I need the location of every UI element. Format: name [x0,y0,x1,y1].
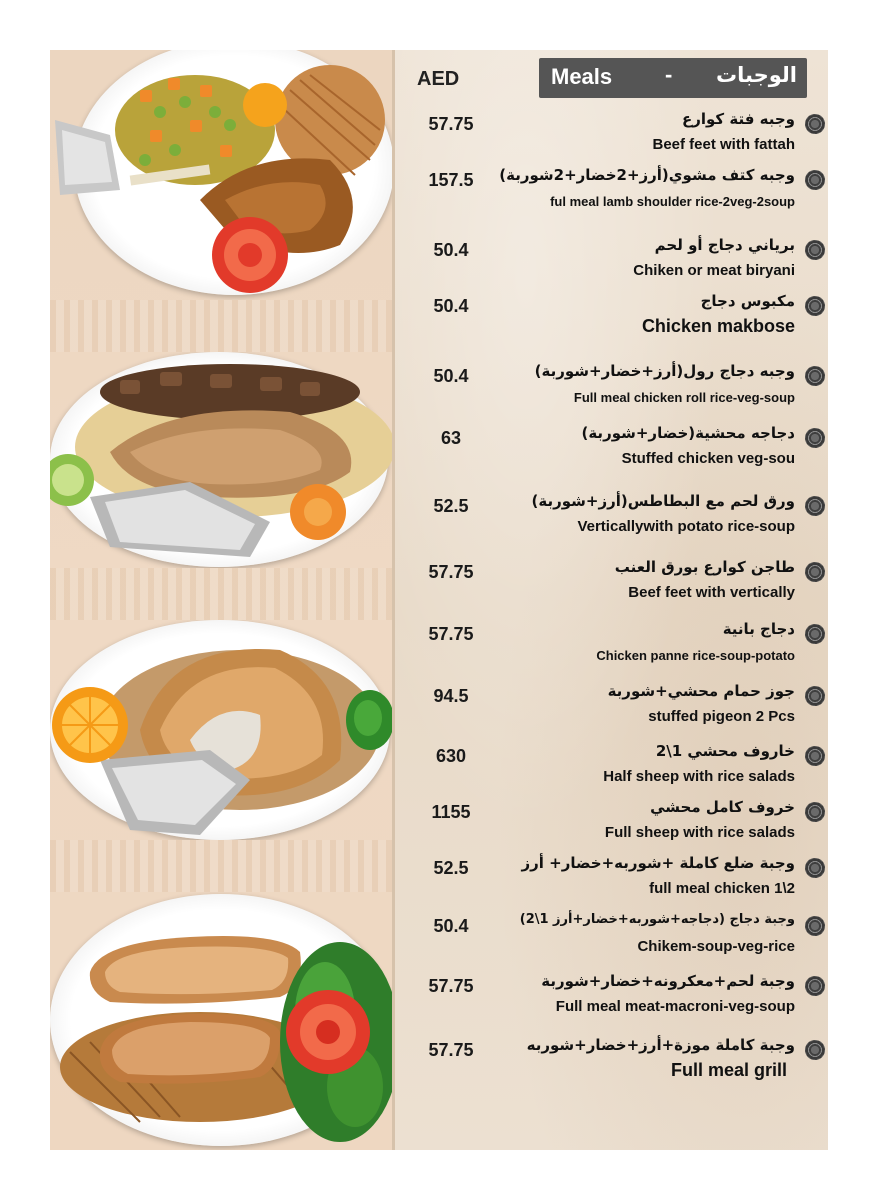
menu-header [539,58,807,98]
item-price: 63 [440,428,462,448]
item-price: 57.75 [428,114,474,134]
item-price: 52.5 [433,858,469,878]
item-name-arabic: برياني دجاج أو لحم [654,236,795,254]
photo-divider-band [50,300,392,352]
header-separator: - [665,62,673,87]
item-name-english: Chicken panne rice-soup-potato [596,648,795,663]
item-name-arabic: خروف كامل محشي [650,798,795,816]
bullet-icon [805,170,825,190]
bullet-icon [805,114,825,134]
item-name-arabic: وجبة لحم+معكرونه+خضار+شوربة [541,972,795,990]
item-price: 57.75 [428,1040,474,1060]
item-name-arabic: وجبة دجاج (دجاجه+شوربه+خضار+أرز 1\2) [519,912,795,927]
item-name-english: Beef feet with fattah [652,136,795,153]
menu-column [392,50,828,1150]
bullet-icon [805,746,825,766]
item-name-english: stuffed pigeon 2 Pcs [648,708,795,725]
item-name-arabic: دجاج بانية [722,620,795,638]
item-name-arabic: وجبه دجاج رول(أرز+خضار+شوربة) [534,362,795,380]
menu-item [395,618,828,674]
photo-divider-band [50,568,392,620]
bullet-icon [805,1040,825,1060]
menu-item [395,290,828,346]
item-name-english: Verticallywith potato rice-soup [577,518,795,535]
item-name-english: Full sheep with rice salads [604,824,795,841]
header-title-arabic: الوجبات [716,63,797,87]
item-name-arabic: وجبه فتة كوارع [682,110,795,128]
item-price: 50.4 [433,240,469,260]
menu-item [395,108,828,164]
item-name-arabic: وجبة ضلع كاملة +شوربه+خضار+ أرز [521,854,795,872]
bullet-icon [805,858,825,878]
food-photo-stuffed-chicken [50,352,392,568]
item-name-english: Stuffed chicken veg-sou [621,450,795,467]
item-name-english: Half sheep with rice salads [603,768,795,785]
bullet-icon [805,562,825,582]
item-name-arabic: وجبه كتف مشوي(أرز+2خضار+2شوربة) [499,166,795,184]
food-photo-grill [50,892,392,1150]
item-price: 57.75 [428,976,474,996]
item-price: 1155 [431,802,471,822]
item-name-arabic: ورق لحم مع البطاطس(أرز+شوربة) [531,492,795,510]
item-name-english: Chikem-soup-veg-rice [637,938,795,955]
menu-item [395,422,828,478]
item-price: 630 [435,746,467,766]
menu-item [395,360,828,416]
item-name-arabic: طاجن كوارع بورق العنب [614,558,795,576]
item-price: 157.5 [428,170,474,190]
item-name-english: Beef feet with vertically [628,584,795,601]
food-photo-lamb-shoulder [50,50,392,300]
menu-item [395,852,828,908]
item-name-english: ful meal lamb shoulder rice-2veg-2soup [550,194,795,209]
item-name-arabic: مكبوس دجاج [700,292,795,310]
bullet-icon [805,366,825,386]
bullet-icon [805,802,825,822]
header-title-english: Meals [551,64,613,89]
bullet-icon [805,428,825,448]
item-price: 50.4 [433,296,469,316]
food-photo-pigeon [50,620,392,840]
bullet-icon [805,916,825,936]
item-price: 50.4 [433,366,469,386]
item-name-english: Full meal meat-macroni-veg-soup [555,998,795,1015]
item-name-arabic: دجاجه محشية(خضار+شوربة) [581,424,795,442]
menu-item [395,796,828,852]
menu-item [395,490,828,546]
item-price: 52.5 [433,496,469,516]
photo-divider-band [50,840,392,892]
menu-item [395,1034,828,1090]
menu-item [395,910,828,966]
item-name-english: full meal chicken 1\2 [649,880,795,897]
menu-item [395,234,828,290]
item-price: 57.75 [428,562,474,582]
bullet-icon [805,976,825,996]
item-name-arabic: جوز حمام محشي+شوربة [607,682,795,700]
item-price: 57.75 [428,624,474,644]
bullet-icon [805,496,825,516]
menu-item [395,970,828,1026]
item-name-arabic: خاروف محشي 1\2 [655,742,795,760]
bullet-icon [805,296,825,316]
item-name-english: Chicken makbose [641,316,795,336]
item-name-english: Chiken or meat biryani [633,262,795,279]
bullet-icon [805,240,825,260]
item-name-arabic: وجبة كاملة موزة+أرز+خضار+شوربه [526,1036,795,1054]
menu-item [395,164,828,220]
bullet-icon [805,624,825,644]
menu-item [395,680,828,736]
bullet-icon [805,686,825,706]
item-price: 50.4 [433,916,469,936]
food-photo-column [50,50,392,1150]
item-name-english: Full meal chicken roll rice-veg-soup [573,390,795,405]
menu-page [50,50,828,1150]
item-name-english: Full meal grill [670,1060,787,1080]
item-price: 94.5 [433,686,469,706]
menu-item [395,740,828,796]
menu-item [395,556,828,612]
currency-label: AED [417,68,460,90]
